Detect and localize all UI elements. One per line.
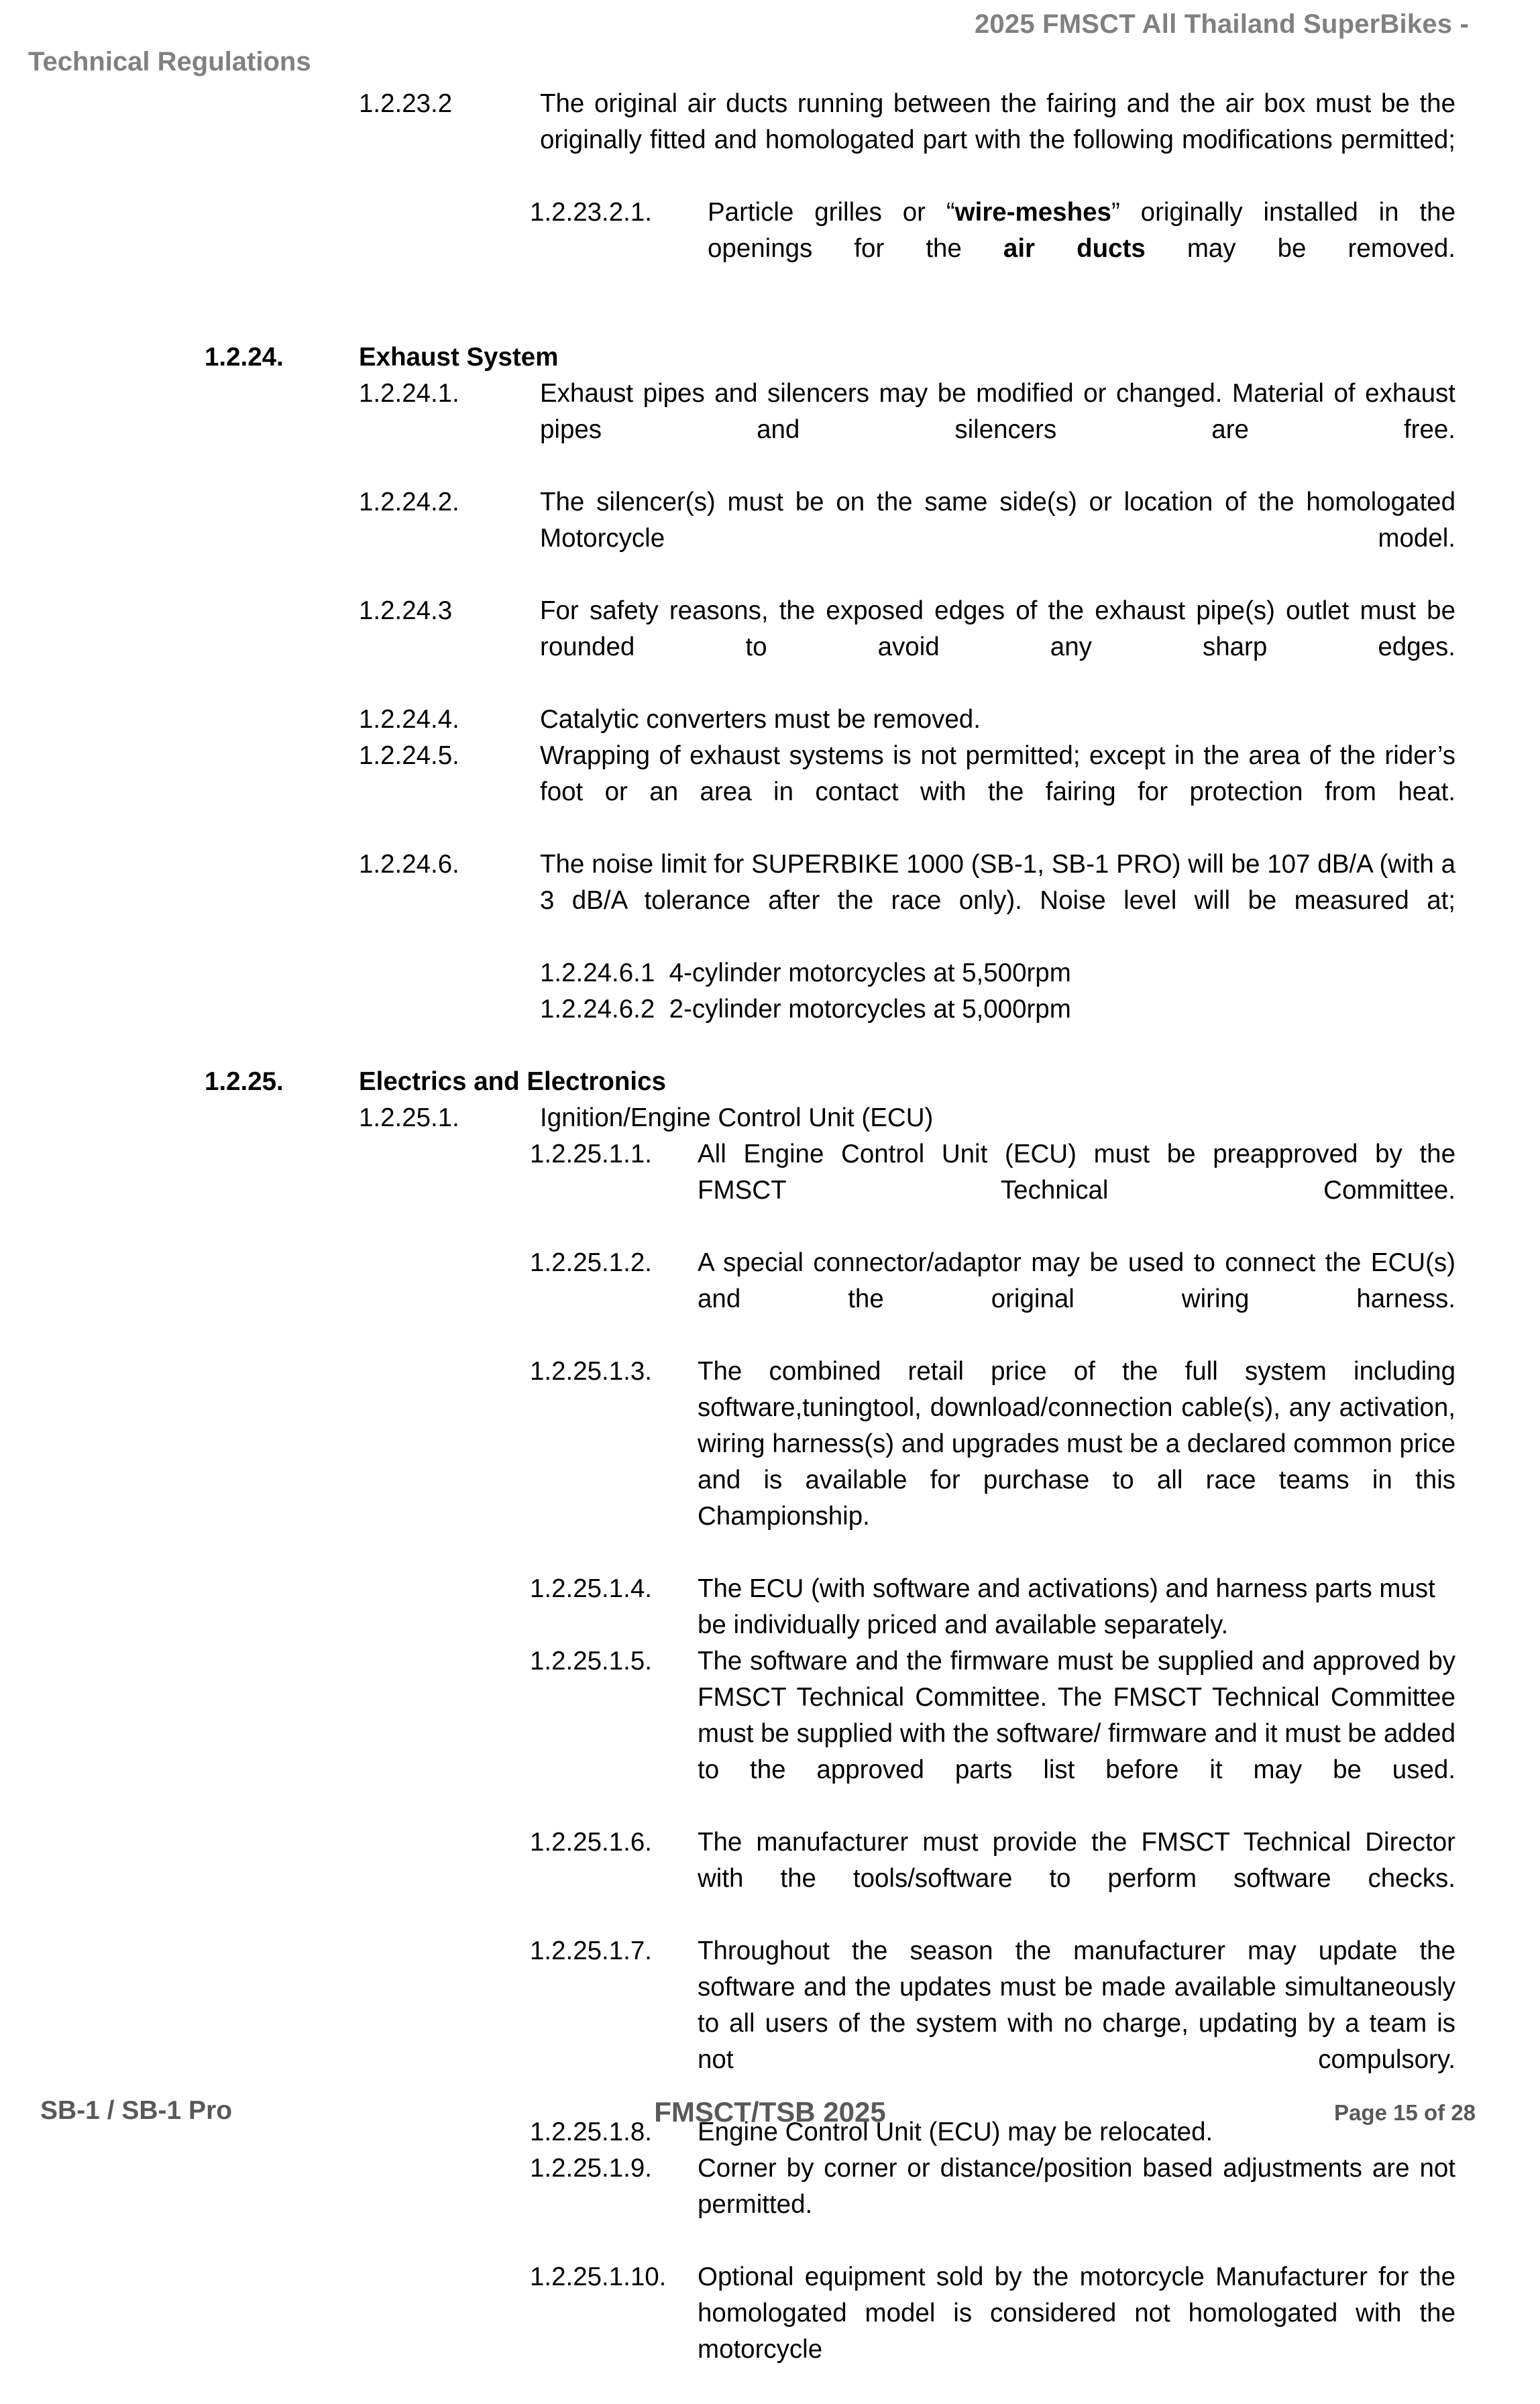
regulation-item-1-2-24-6-2 bbox=[0, 991, 1540, 1028]
regulation-text: Exhaust pipes and silencers may be modified or changed. Material of exhaust pipes and silencers are free. bbox=[540, 379, 1455, 444]
regulation-number: 1.2.25.1.2. bbox=[530, 1248, 652, 1277]
regulation-number: 1.2.25.1.10. bbox=[530, 2262, 667, 2291]
text-run: Particle grilles or “ bbox=[708, 198, 955, 227]
text-run: ” originally installed in the openings for the bbox=[708, 198, 1456, 263]
regulation-number: 1.2.24.2. bbox=[359, 488, 459, 516]
regulation-item-1-2-25-1-6 bbox=[0, 1824, 1540, 1933]
regulation-item-1-2-25-1-1 bbox=[0, 1136, 1540, 1245]
document-header-title: 2025 FMSCT All Thailand SuperBikes - bbox=[974, 9, 1469, 39]
document-header-subtitle: Technical Regulations bbox=[28, 47, 311, 76]
regulation-text: The original air ducts running between the fairing and the air box must be the originally fitted and homologated part with the following modifications permitted; bbox=[540, 89, 1455, 154]
regulation-item-1-2-24-5 bbox=[0, 738, 1540, 846]
regulation-number: 1.2.25.1.8. bbox=[530, 2118, 652, 2146]
section-number: 1.2.24. bbox=[205, 343, 284, 372]
regulation-number: 1.2.25.1.5. bbox=[530, 1647, 652, 1676]
regulation-text: All Engine Control Unit (ECU) must be preapproved by the FMSCT Technical Committee. bbox=[698, 1140, 1455, 1205]
regulation-item-1-2-25-1-9 bbox=[0, 2150, 1540, 2259]
regulation-text: Corner by corner or distance/position based adjustments are not permitted. bbox=[698, 2154, 1455, 2219]
regulation-item-1-2-24-1 bbox=[0, 376, 1540, 484]
regulation-text: Ignition/Engine Control Unit (ECU) bbox=[540, 1103, 934, 1132]
regulation-item-1-2-24-3 bbox=[0, 593, 1540, 702]
regulation-number: 1.2.24.4. bbox=[359, 705, 459, 734]
regulation-text bbox=[540, 959, 1071, 987]
regulation-item-1-2-25-1-2 bbox=[0, 1245, 1540, 1354]
regulation-number: 1.2.23.2 bbox=[359, 89, 453, 118]
regulation-number: 1.2.24.6.1 bbox=[540, 959, 655, 987]
regulation-item-1-2-23-2-1 bbox=[0, 195, 1540, 303]
section-title: Exhaust System bbox=[359, 343, 559, 372]
regulation-number: 1.2.24.1. bbox=[359, 379, 459, 408]
regulation-text: The manufacturer must provide the FMSCT Technical Director with the tools/software to perform software checks. bbox=[698, 1828, 1455, 1893]
regulation-item-1-2-25-1-3 bbox=[0, 1354, 1540, 1571]
regulation-text: A special connector/adaptor may be used to connect the ECU(s) and the original wiring harness. bbox=[698, 1248, 1455, 1313]
text-run: 4-cylinder motorcycles at 5,500rpm bbox=[669, 959, 1071, 987]
document-body bbox=[0, 86, 1540, 2404]
regulation-number: 1.2.25.1.3. bbox=[530, 1357, 652, 1386]
section-number: 1.2.25. bbox=[205, 1067, 284, 1096]
page-header bbox=[0, 0, 1540, 87]
regulation-number: 1.2.25.1.9. bbox=[530, 2154, 652, 2183]
regulation-item-1-2-25-1-10 bbox=[0, 2259, 1540, 2404]
section-spacer bbox=[0, 303, 1540, 339]
regulation-item-1-2-25-1-7 bbox=[0, 1933, 1540, 2114]
text-run: 2-cylinder motorcycles at 5,000rpm bbox=[669, 995, 1071, 1024]
section-title: Electrics and Electronics bbox=[359, 1067, 666, 1096]
regulation-item-1-2-24-6 bbox=[0, 846, 1540, 955]
page-footer bbox=[0, 2096, 1540, 2136]
regulation-text: Engine Control Unit (ECU) may be relocated. bbox=[698, 2118, 1213, 2146]
regulation-text: The silencer(s) must be on the same side(s) or location of the homologated Motorcycle model. bbox=[540, 488, 1455, 553]
regulation-item-1-2-24-2 bbox=[0, 484, 1540, 593]
regulation-number: 1.2.24.6. bbox=[359, 850, 459, 879]
regulation-text: Optional equipment sold by the motorcycle Manufacturer for the homologated model is considered not homologated with the motorcycle bbox=[698, 2262, 1455, 2364]
regulation-text: The noise limit for SUPERBIKE 1000 (SB-1, SB-1 PRO) will be 107 dB/A (with a 3 dB/A tolerance after the race only). Noise level will be measured at; bbox=[540, 850, 1455, 915]
regulation-text: The software and the firmware must be supplied and approved by FMSCT Technical Committee. The FMSCT Technical Committee must be supplied with the software/ firmware and it must be added to the approved parts list before it may be used. bbox=[698, 1647, 1455, 1784]
footer-document-code: FMSCT/TSB 2025 bbox=[654, 2096, 886, 2128]
regulation-item-1-2-25-1-5 bbox=[0, 1643, 1540, 1824]
section-heading-1-2-24 bbox=[0, 339, 1540, 376]
regulation-number: 1.2.24.3 bbox=[359, 596, 453, 625]
regulation-number: 1.2.25.1.4. bbox=[530, 1574, 652, 1603]
regulation-number: 1.2.25.1.6. bbox=[530, 1828, 652, 1857]
section-heading-1-2-25 bbox=[0, 1064, 1540, 1100]
regulation-text: For safety reasons, the exposed edges of the exhaust pipe(s) outlet must be rounded to avoid any sharp edges. bbox=[540, 596, 1455, 661]
emphasis-air-ducts: air ducts bbox=[1003, 234, 1146, 263]
emphasis-wire-meshes: wire-meshes bbox=[954, 198, 1111, 227]
footer-class-label: SB-1 / SB-1 Pro bbox=[40, 2096, 233, 2125]
regulation-text: Throughout the season the manufacturer may update the software and the updates must be made available simultaneously to all users of the system with no charge, updating by a team is not compulsory. bbox=[698, 1936, 1455, 2074]
regulation-number: 1.2.25.1.7. bbox=[530, 1936, 652, 1965]
footer-page-number: Page 15 of 28 bbox=[1334, 2100, 1476, 2125]
regulation-text: Wrapping of exhaust systems is not permitted; except in the area of the rider’s foot or an area in contact with the fairing for protection from heat. bbox=[540, 741, 1455, 806]
section-spacer bbox=[0, 1028, 1540, 1064]
regulation-number: 1.2.25.1.1. bbox=[530, 1140, 652, 1168]
regulation-number: 1.2.25.1. bbox=[359, 1103, 459, 1132]
regulation-text: The combined retail price of the full system including software,tuningtool, download/connection cable(s), any activation, wiring harness(s) and upgrades must be a declared common price and is available for purchase to all race teams in this Championship. bbox=[698, 1357, 1455, 1531]
regulation-number: 1.2.23.2.1. bbox=[530, 198, 652, 227]
regulation-item-1-2-25-1 bbox=[0, 1100, 1540, 1136]
regulation-number: 1.2.24.5. bbox=[359, 741, 459, 770]
regulation-number: 1.2.24.6.2 bbox=[540, 995, 655, 1024]
regulation-item-1-2-25-1-4 bbox=[0, 1571, 1540, 1643]
text-run: may be removed. bbox=[1145, 234, 1455, 263]
regulation-item-1-2-24-4 bbox=[0, 702, 1540, 738]
regulation-text: The ECU (with software and activations) and harness parts must be individually priced and available separately. bbox=[698, 1574, 1435, 1639]
regulation-item-1-2-24-6-1 bbox=[0, 955, 1540, 991]
regulation-item-1-2-23-2 bbox=[0, 86, 1540, 195]
regulation-text bbox=[540, 995, 1071, 1024]
regulation-text: Catalytic converters must be removed. bbox=[540, 705, 981, 734]
regulation-text bbox=[708, 195, 1455, 303]
